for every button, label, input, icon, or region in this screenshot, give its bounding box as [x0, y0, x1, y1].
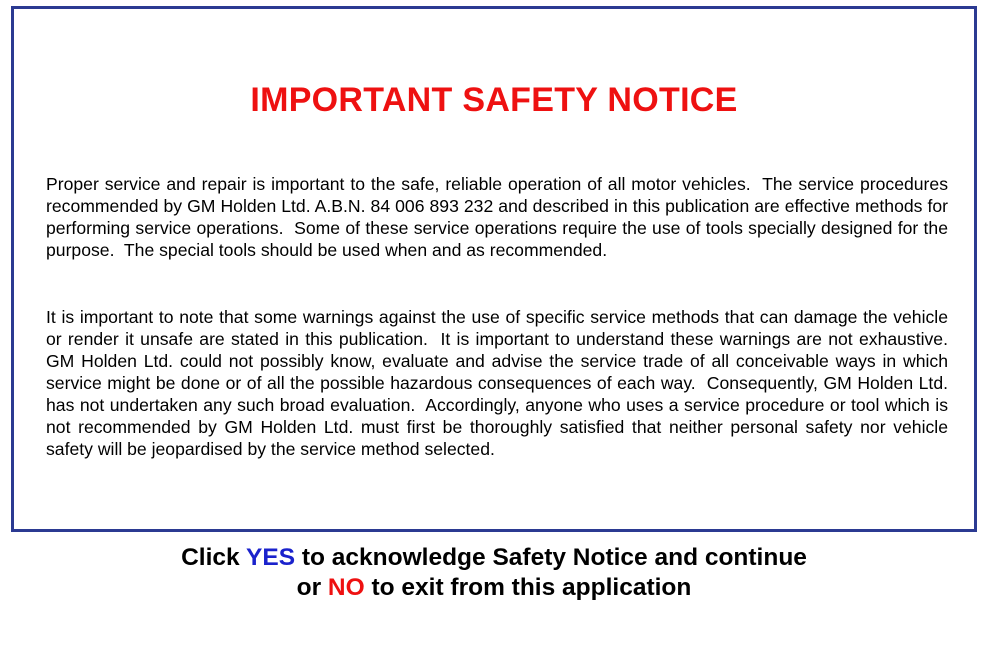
prompt-line2-suffix: to exit from this application — [364, 574, 692, 601]
prompt-line1-suffix: to acknowledge Safety Notice and continue — [295, 544, 807, 571]
acknowledge-prompt-line-1 — [0, 543, 988, 573]
safety-notice-panel — [11, 6, 977, 532]
no-keyword: NO — [327, 574, 365, 601]
notice-paragraph-2: It is important to note that some warnings against the use of specific service methods that can damage the vehicle or render it unsafe are stated in this publication. It is important to understand these warnings are not exhaustive. GM Holden Ltd. could not possibly know, evaluate and advise the service trade of all conceivable ways in which service might be done or of all the possible hazardous consequences of each way. Consequently, GM Holden Ltd. has not undertaken any such broad evaluation. Accordingly, anyone who uses a service procedure or tool which is not recommended by GM Holden Ltd. must first be thoroughly satisfied that neither personal safety nor vehicle safety will be jeopardised by the service method selected. — [46, 307, 958, 459]
prompt-line2-prefix: or — [296, 574, 328, 601]
prompt-line1-prefix: Click — [181, 544, 247, 571]
notice-paragraph-1: Proper service and repair is important to the safe, reliable operation of all motor vehicles. The service procedures recommended by GM Holden Ltd. A.B.N. 84 006 893 232 and described in this publication are effective methods for performing service operations. Some of these service operations require the use of tools specially designed for the purpose. The special tools should be used when and as recommended. — [46, 174, 953, 260]
exit-prompt-line-2 — [0, 573, 988, 603]
yes-keyword: YES — [246, 544, 296, 571]
notice-title: IMPORTANT SAFETY NOTICE — [250, 81, 738, 119]
